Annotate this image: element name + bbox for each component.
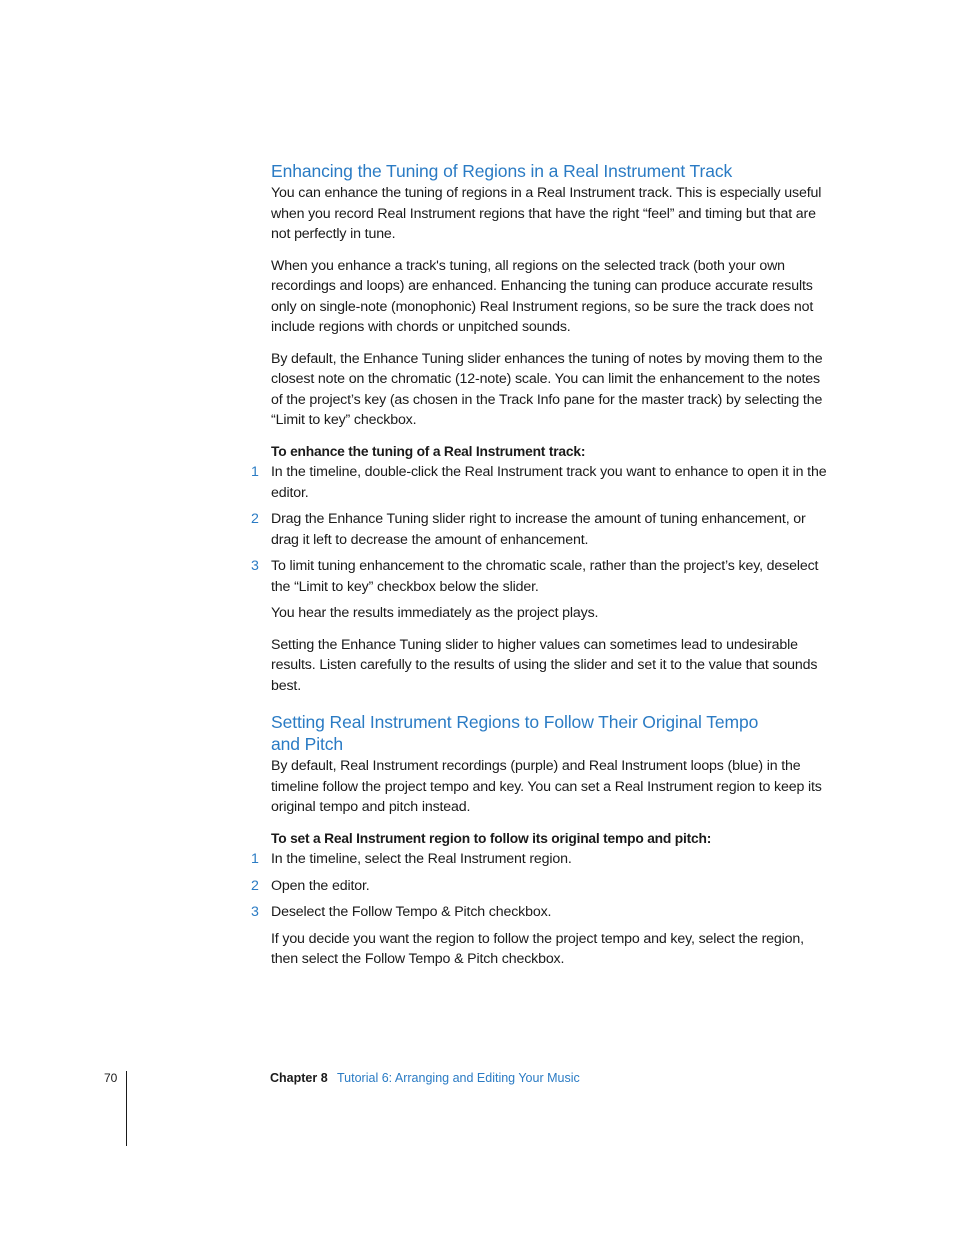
steps-list bbox=[251, 849, 827, 923]
step-text: To limit tuning enhancement to the chromatic scale, rather than the project’s key, deselect the “Limit to key” checkbox below the slider. bbox=[271, 558, 819, 595]
list-item bbox=[251, 876, 827, 897]
heading-line: and Pitch bbox=[271, 734, 344, 754]
procedure-lead: To enhance the tuning of a Real Instrument track: bbox=[271, 443, 586, 459]
list-item bbox=[251, 902, 827, 923]
step-text: In the timeline, double-click the Real Instrument track you want to enhance to open it in the editor. bbox=[271, 464, 827, 501]
paragraph: When you enhance a track's tuning, all regions on the selected track (both your own recordings and loops) are enhanced. Enhancing the tuning can produce accurate results only on single-note (monophonic) Real Instrument regions, so be sure the track does not include regions with chords or unpitched sounds. bbox=[271, 257, 814, 335]
steps-list bbox=[251, 462, 827, 597]
chapter-label: Chapter 8 bbox=[270, 1071, 328, 1085]
step-number: 3 bbox=[251, 558, 259, 574]
list-item bbox=[251, 509, 827, 550]
paragraph: If you decide you want the region to follow the project tempo and key, select the region, then select the Follow Tempo & Pitch checkbox. bbox=[271, 930, 804, 967]
step-text: Deselect the Follow Tempo & Pitch checkbox. bbox=[271, 904, 552, 920]
list-item bbox=[251, 556, 827, 597]
list-item bbox=[251, 462, 827, 503]
chapter-title: Tutorial 6: Arranging and Editing Your Music bbox=[337, 1071, 580, 1085]
step-number: 2 bbox=[251, 511, 259, 527]
footer-divider bbox=[126, 1071, 127, 1146]
procedure-lead: To set a Real Instrument region to follow its original tempo and pitch: bbox=[271, 830, 712, 846]
step-text: In the timeline, select the Real Instrument region. bbox=[271, 851, 572, 867]
paragraph: You hear the results immediately as the project plays. bbox=[271, 605, 599, 621]
step-text: Open the editor. bbox=[271, 877, 370, 894]
step-text: Drag the Enhance Tuning slider right to increase the amount of tuning enhancement, or drag it left to decrease the amount of enhancement. bbox=[271, 511, 806, 548]
step-number: 2 bbox=[251, 877, 259, 894]
step-number: 1 bbox=[251, 851, 259, 867]
paragraph: By default, Real Instrument recordings (purple) and Real Instrument loops (blue) in the timeline follow the project tempo and key. You can set a Real Instrument region to keep its original tempo and pitch instead. bbox=[271, 758, 822, 815]
paragraph: You can enhance the tuning of regions in a Real Instrument track. This is especially useful when you record Real Instrument regions that have the right “feel” and timing but that are not perfectly in tune. bbox=[271, 185, 822, 242]
section-heading-enhance-tuning: Enhancing the Tuning of Regions in a Real Instrument Track bbox=[271, 161, 733, 181]
paragraph: By default, the Enhance Tuning slider enhances the tuning of notes by moving them to the closest note on the chromatic (12-note) scale. You can limit the enhancement to the notes of the project’s key (as chosen in the Track Info pane for the master track) by selecting the “Limit to key” checkbox. bbox=[271, 350, 823, 428]
page-number: 70 bbox=[104, 1071, 118, 1085]
section-heading-follow-tempo bbox=[271, 711, 827, 755]
step-number: 1 bbox=[251, 464, 259, 480]
step-number: 3 bbox=[251, 904, 259, 920]
list-item bbox=[251, 849, 827, 870]
page-content bbox=[251, 160, 827, 970]
paragraph: Setting the Enhance Tuning slider to higher values can sometimes lead to undesirable results. Listen carefully to the results of using the slider and set it to the value that sounds best. bbox=[271, 636, 818, 694]
heading-line: Setting Real Instrument Regions to Follow Their Original Tempo bbox=[271, 712, 759, 732]
